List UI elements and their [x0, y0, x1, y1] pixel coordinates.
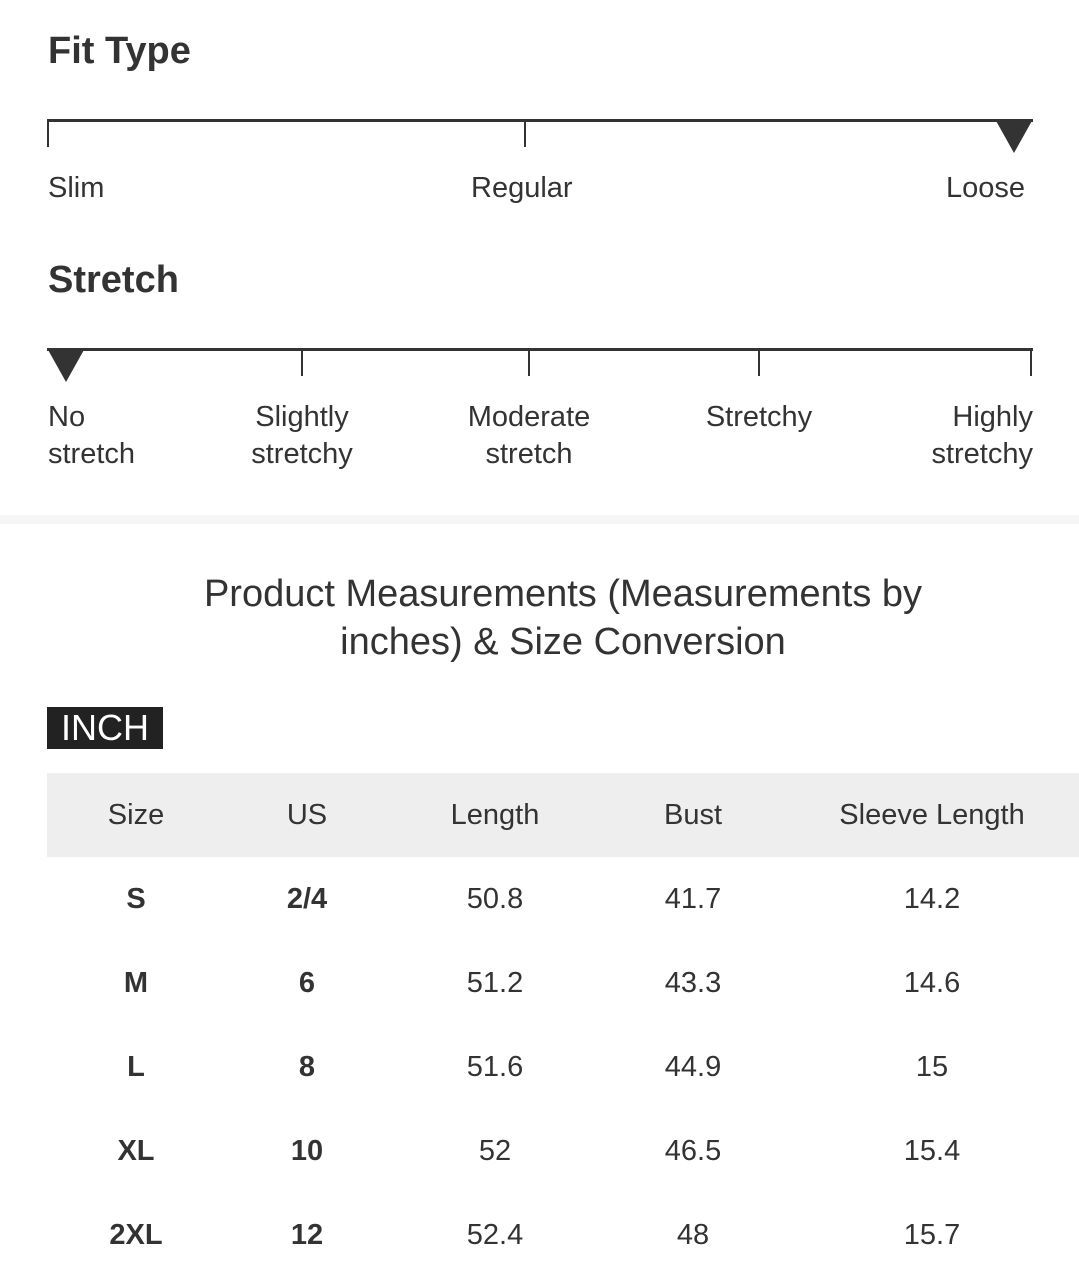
cell-bust: 48: [676, 1218, 710, 1251]
stretch-label-slightly-stretchy: [232, 399, 372, 473]
stretch-title: Stretch: [48, 259, 179, 301]
size-table: [47, 773, 1079, 1273]
column-header-bust: Bust: [663, 798, 723, 831]
section-divider: [0, 515, 1079, 524]
column-header-sleeve-length: Sleeve Length: [839, 798, 1025, 831]
stretch-label-highly-stretchy: [893, 399, 1033, 473]
table-row: [47, 941, 1079, 1025]
fit-type-selected-marker-icon: [995, 119, 1033, 153]
cell-us: 2/4: [286, 882, 328, 915]
stretch-label-moderate-stretch: [449, 399, 609, 473]
fit-type-tick-regular: [524, 119, 526, 147]
fit-type-label-slim: Slim: [48, 172, 105, 204]
column-header-us: US: [286, 798, 328, 831]
cell-length: 52.4: [466, 1218, 524, 1251]
fit-type-label-loose: Loose: [946, 172, 1026, 204]
cell-length: 51.6: [466, 1050, 524, 1083]
cell-bust: 46.5: [664, 1134, 722, 1167]
cell-bust: 41.7: [664, 882, 722, 915]
cell-bust: 44.9: [664, 1050, 722, 1083]
measurements-title-line: Product Measurements (Measurements by: [203, 573, 923, 615]
size-table-header-row: [47, 773, 1079, 857]
stretch-scale-line: [47, 348, 1033, 351]
cell-length: 52: [478, 1134, 512, 1167]
stretch-label-line: stretch: [48, 438, 136, 470]
cell-us: 10: [290, 1134, 324, 1167]
fit-type-scale: [47, 119, 1033, 149]
table-row: [47, 1109, 1079, 1193]
cell-bust: 43.3: [664, 966, 722, 999]
measurements-title: [140, 570, 986, 666]
fit-type-tick-slim: [47, 119, 49, 147]
cell-us: 8: [298, 1050, 316, 1083]
table-row: [47, 857, 1079, 941]
unit-tab-inch[interactable]: INCH: [47, 707, 163, 749]
stretch-label-no-stretch: [48, 399, 135, 473]
cell-size: L: [127, 1050, 145, 1083]
stretch-tick-highly: [1030, 348, 1032, 376]
column-header-size: Size: [107, 798, 165, 831]
stretch-label-line: Slightly: [255, 401, 349, 433]
measurements-title-line: inches) & Size Conversion: [340, 621, 786, 663]
cell-us: 12: [290, 1218, 324, 1251]
cell-size: XL: [117, 1134, 155, 1167]
stretch-label-line: Highly: [952, 401, 1033, 433]
stretch-selected-marker-icon: [47, 348, 85, 382]
stretch-label-line: Moderate: [467, 401, 591, 433]
cell-sleeve-length: 15: [915, 1050, 949, 1083]
stretch-tick-moderate: [528, 348, 530, 376]
cell-length: 50.8: [466, 882, 524, 915]
cell-us: 6: [298, 966, 316, 999]
fit-type-title: Fit Type: [48, 30, 191, 72]
stretch-label-line: Stretchy: [705, 401, 813, 433]
stretch-label-line: stretchy: [251, 438, 353, 470]
stretch-tick-slightly: [301, 348, 303, 376]
stretch-label-line: No: [48, 401, 86, 433]
cell-sleeve-length: 14.6: [903, 966, 961, 999]
column-header-length: Length: [450, 798, 540, 831]
cell-sleeve-length: 14.2: [903, 882, 961, 915]
fit-type-label-regular: Regular: [471, 172, 573, 204]
table-row: [47, 1193, 1079, 1273]
fit-type-scale-line: [47, 119, 1033, 122]
stretch-scale: [47, 348, 1033, 378]
stretch-label-line: stretchy: [931, 438, 1033, 470]
stretch-label-line: stretch: [485, 438, 573, 470]
stretch-tick-stretchy: [758, 348, 760, 376]
cell-length: 51.2: [466, 966, 524, 999]
cell-sleeve-length: 15.7: [903, 1218, 961, 1251]
table-row: [47, 1025, 1079, 1109]
cell-size: 2XL: [109, 1218, 163, 1251]
stretch-label-stretchy: [689, 399, 829, 436]
cell-sleeve-length: 15.4: [903, 1134, 961, 1167]
cell-size: S: [126, 882, 146, 915]
cell-size: M: [123, 966, 149, 999]
